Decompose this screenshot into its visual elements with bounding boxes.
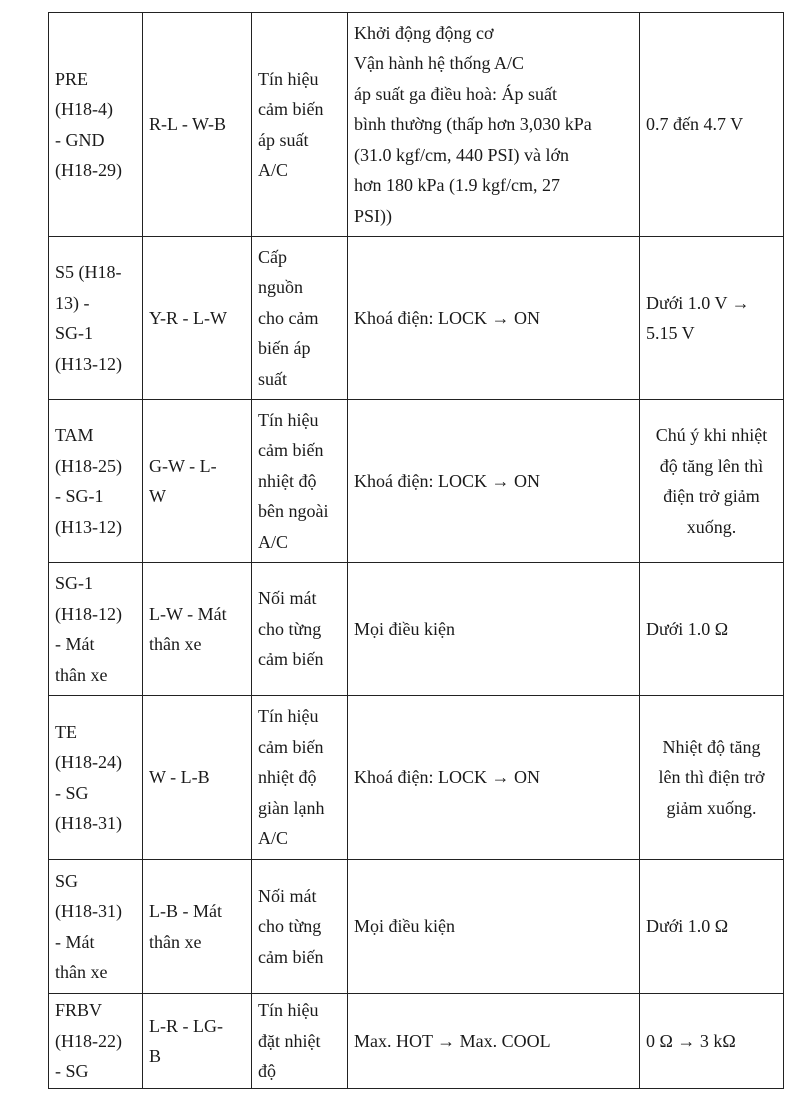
cell-text-line: Nhiệt độ tăng bbox=[662, 736, 761, 757]
cell-text-line: Cấp bbox=[258, 246, 287, 267]
specified-condition-cell bbox=[640, 860, 784, 994]
cell-text-line: Mọi điều kiện bbox=[354, 618, 455, 639]
terminal-cell bbox=[49, 13, 143, 237]
condition-cell bbox=[348, 563, 640, 696]
cell-text-line: cho từng bbox=[258, 916, 322, 937]
cell-text-line: cho từng bbox=[258, 618, 322, 639]
terminal-cell bbox=[49, 696, 143, 860]
cell-text-line: SG-1 bbox=[55, 323, 94, 343]
cell-text-line: Mọi điều kiện bbox=[354, 916, 455, 937]
cell-text-line: 0.7 đến 4.7 V bbox=[646, 114, 744, 135]
specified-condition-cell bbox=[640, 237, 784, 400]
description-cell bbox=[252, 13, 348, 237]
cell-text-line: giảm xuống. bbox=[666, 797, 757, 818]
condition-cell bbox=[348, 237, 640, 400]
cell-text-line: - SG-1 bbox=[55, 486, 104, 506]
cell-text-line: B bbox=[149, 1046, 162, 1066]
cell-text-line: Chú ý khi nhiệt bbox=[655, 425, 768, 445]
cell-text-line: thân xe bbox=[55, 664, 108, 685]
cell-text-line: L-W - Mát bbox=[149, 603, 227, 624]
cell-text-line: SG-1 bbox=[55, 573, 94, 593]
condition-cell bbox=[348, 860, 640, 994]
table-row bbox=[49, 237, 784, 400]
cell-text-line: (31.0 kgf/cm, 440 PSI) và lớn bbox=[354, 144, 569, 165]
cell-text-line: Vận hành hệ thống A/C bbox=[354, 53, 524, 74]
description-cell bbox=[252, 860, 348, 994]
cell-text-line: (H18-29) bbox=[55, 160, 122, 180]
table-row bbox=[49, 994, 784, 1089]
cell-text-line: S5 (H18- bbox=[55, 262, 122, 282]
cell-text-line: W - L-B bbox=[149, 767, 210, 788]
cell-text-line: TAM bbox=[55, 425, 94, 445]
cell-text-line: cảm biến bbox=[258, 440, 324, 461]
cell-text-line: A/C bbox=[258, 828, 289, 849]
condition-cell bbox=[348, 13, 640, 237]
specified-condition-cell bbox=[640, 563, 784, 696]
terminal-spec-table bbox=[48, 12, 784, 1089]
cell-text-line: 0 Ω → 3 kΩ bbox=[646, 1030, 736, 1051]
cell-text-line: Nối mát bbox=[258, 885, 317, 906]
cell-text-line: L-R - LG- bbox=[149, 1015, 223, 1036]
description-cell bbox=[252, 563, 348, 696]
cell-text-line: độ tăng lên thì bbox=[659, 455, 764, 476]
cell-text-line: áp suất bbox=[258, 129, 309, 150]
cell-text-line: cảm biến bbox=[258, 649, 324, 670]
cell-text-line: Khoá điện: LOCK → ON bbox=[354, 767, 540, 788]
cell-text-line: Dưới 1.0 V → bbox=[646, 292, 750, 313]
cell-text-line: - GND bbox=[55, 129, 105, 150]
cell-text-line: cảm biến bbox=[258, 736, 324, 757]
cell-text-line: W bbox=[149, 486, 166, 506]
terminal-cell bbox=[49, 400, 143, 563]
cell-text-line: đặt nhiệt bbox=[258, 1030, 321, 1051]
table-row bbox=[49, 400, 784, 563]
specified-condition-cell bbox=[640, 994, 784, 1089]
wire-color-cell bbox=[143, 13, 252, 237]
cell-text-line: G-W - L- bbox=[149, 455, 217, 476]
cell-text-line: thân xe bbox=[149, 931, 202, 952]
cell-text-line: Khoá điện: LOCK → ON bbox=[354, 470, 540, 491]
cell-text-line: - Mát bbox=[55, 634, 95, 654]
cell-text-line: Khởi động động cơ bbox=[354, 22, 494, 43]
cell-text-line: - SG bbox=[55, 1061, 89, 1082]
cell-text-line: thân xe bbox=[55, 962, 108, 982]
cell-text-line: (H18-31) bbox=[55, 813, 122, 833]
cell-text-line: L-B - Mát bbox=[149, 901, 222, 921]
cell-text-line: Tín hiệu bbox=[258, 706, 319, 727]
cell-text-line: bình thường (thấp hơn 3,030 kPa bbox=[354, 114, 592, 135]
table-row bbox=[49, 13, 784, 237]
cell-text-line: Nối mát bbox=[258, 588, 317, 609]
cell-text-line: suất bbox=[258, 368, 287, 389]
cell-text-line: lên thì điện trở bbox=[658, 767, 765, 788]
cell-text-line: bên ngoài bbox=[258, 501, 329, 522]
cell-text-line: (H18-12) bbox=[55, 603, 122, 624]
cell-text-line: - SG bbox=[55, 782, 89, 803]
cell-text-line: hơn 180 kPa (1.9 kgf/cm, 27 bbox=[354, 175, 560, 196]
cell-text-line: (H18-31) bbox=[55, 901, 122, 921]
cell-text-line: (H13-12) bbox=[55, 353, 122, 374]
cell-text-line: độ bbox=[258, 1061, 276, 1082]
cell-text-line: A/C bbox=[258, 531, 289, 552]
specified-condition-cell bbox=[640, 696, 784, 860]
cell-text-line: PRE bbox=[55, 68, 89, 89]
terminal-cell bbox=[49, 563, 143, 696]
description-cell bbox=[252, 400, 348, 563]
wire-color-cell bbox=[143, 237, 252, 400]
cell-text-line: điện trở giảm bbox=[663, 486, 760, 506]
cell-text-line: FRBV bbox=[55, 1000, 103, 1021]
cell-text-line: R-L - W-B bbox=[149, 114, 226, 135]
cell-text-line: thân xe bbox=[149, 634, 202, 654]
condition-cell bbox=[348, 696, 640, 860]
terminal-cell bbox=[49, 994, 143, 1089]
cell-text-line: A/C bbox=[258, 160, 289, 180]
wire-color-cell bbox=[143, 994, 252, 1089]
cell-text-line: xuống. bbox=[686, 516, 737, 537]
cell-text-line: (H18-4) bbox=[55, 99, 113, 119]
cell-text-line: (H18-25) bbox=[55, 455, 122, 476]
cell-text-line: giàn lạnh bbox=[258, 797, 325, 818]
cell-text-line: Max. HOT → Max. COOL bbox=[354, 1030, 551, 1051]
cell-text-line: PSI)) bbox=[354, 205, 393, 226]
cell-text-line: Y-R - L-W bbox=[149, 307, 227, 328]
cell-text-line: (H18-24) bbox=[55, 752, 122, 772]
terminal-cell bbox=[49, 860, 143, 994]
cell-text-line: - Mát bbox=[55, 931, 95, 952]
description-cell bbox=[252, 696, 348, 860]
cell-text-line: (H13-12) bbox=[55, 516, 122, 537]
cell-text-line: Dưới 1.0 Ω bbox=[646, 618, 729, 639]
cell-text-line: 5.15 V bbox=[646, 323, 695, 343]
cell-text-line: SG bbox=[55, 870, 79, 891]
specified-condition-cell bbox=[640, 13, 784, 237]
wire-color-cell bbox=[143, 860, 252, 994]
condition-cell bbox=[348, 400, 640, 563]
cell-text-line: nhiệt độ bbox=[258, 767, 317, 788]
cell-text-line: Tín hiệu bbox=[258, 68, 319, 89]
cell-text-line: Dưới 1.0 Ω bbox=[646, 916, 729, 937]
description-cell bbox=[252, 994, 348, 1089]
table-row bbox=[49, 563, 784, 696]
cell-text-line: Tín hiệu bbox=[258, 409, 319, 430]
condition-cell bbox=[348, 994, 640, 1089]
wire-color-cell bbox=[143, 696, 252, 860]
cell-text-line: biến áp bbox=[258, 338, 311, 359]
cell-text-line: cảm biến bbox=[258, 946, 324, 967]
cell-text-line: TE bbox=[55, 721, 77, 742]
wire-color-cell bbox=[143, 563, 252, 696]
table-row bbox=[49, 860, 784, 994]
cell-text-line: 13) - bbox=[55, 292, 90, 313]
cell-text-line: nhiệt độ bbox=[258, 470, 317, 491]
wire-color-cell bbox=[143, 400, 252, 563]
cell-text-line: áp suất ga điều hoà: Áp suất bbox=[354, 83, 557, 104]
terminal-cell bbox=[49, 237, 143, 400]
table-row bbox=[49, 696, 784, 860]
cell-text-line: cảm biến bbox=[258, 99, 324, 119]
cell-text-line: Khoá điện: LOCK → ON bbox=[354, 307, 540, 328]
specified-condition-cell bbox=[640, 400, 784, 563]
description-cell bbox=[252, 237, 348, 400]
cell-text-line: nguồn bbox=[258, 277, 303, 298]
table-body bbox=[49, 13, 784, 1089]
cell-text-line: (H18-22) bbox=[55, 1030, 122, 1051]
cell-text-line: cho cảm bbox=[258, 307, 319, 328]
cell-text-line: Tín hiệu bbox=[258, 1000, 319, 1021]
